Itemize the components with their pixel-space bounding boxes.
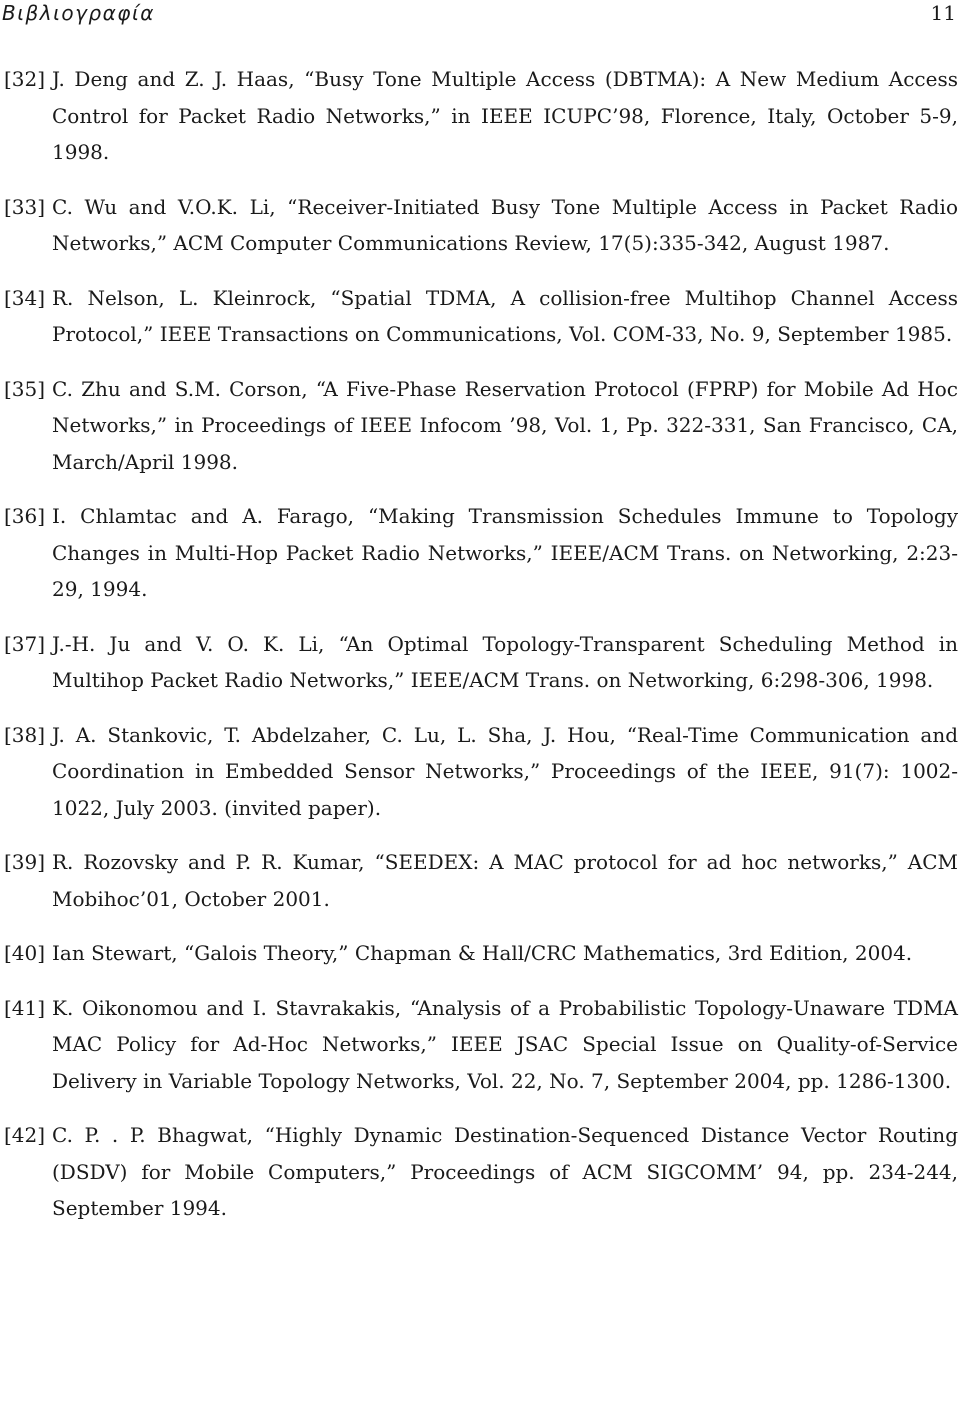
reference-entry-37 [0, 626, 958, 699]
reference-entry-32 [0, 61, 958, 171]
reference-text: Ian Stewart, “Galois Theory,” Chapman & Hall/CRC Mathematics, 3rd Edition, 2004. [52, 941, 913, 965]
reference-entry-40 [0, 935, 958, 972]
bibliography-list [0, 61, 958, 1245]
reference-entry-33 [0, 189, 958, 262]
reference-text: C. P. . P. Bhagwat, “Highly Dynamic Destination-Sequenced Distance Vector Routing (DSDV) for Mobile Computers,” Proceedings of ACM SIGCOMM’ 94, pp. 234-244, September 1994. [52, 1123, 958, 1220]
reference-entry-34 [0, 280, 958, 353]
reference-number: [32] [4, 67, 46, 91]
reference-entry-42 [0, 1117, 958, 1227]
reference-text: J. Deng and Z. J. Haas, “Busy Tone Multiple Access (DBTMA): A New Medium Access Control for Packet Radio Networks,” in IEEE ICUPC’98, Florence, Italy, October 5-9, 1998. [52, 67, 958, 164]
running-header [0, 0, 958, 30]
reference-number: [36] [4, 504, 46, 528]
reference-entry-41 [0, 990, 958, 1100]
reference-entry-38 [0, 717, 958, 827]
reference-text: C. Wu and V.O.K. Li, “Receiver-Initiated Busy Tone Multiple Access in Packet Radio Networks,” ACM Computer Communications Review, 17(5):335-342, August 1987. [52, 194, 958, 255]
reference-entry-39 [0, 844, 958, 917]
reference-text: J. A. Stankovic, T. Abdelzaher, C. Lu, L. Sha, J. Hou, “Real-Time Communication and Coordination in Embedded Sensor Networks,” Proceedings of the IEEE, 91(7): 1002-1022, July 2003. (invited paper). [52, 722, 958, 820]
reference-number: [42] [4, 1123, 46, 1147]
reference-text: C. Zhu and S.M. Corson, “A Five-Phase Reservation Protocol (FPRP) for Mobile Ad Hoc Networks,” in Proceedings of IEEE Infocom ’98, Vol. 1, Pp. 322-331, San Francisco, CA, March/April 1998. [52, 376, 958, 474]
reference-number: [37] [4, 631, 46, 656]
reference-text: K. Oikonomou and I. Stavrakakis, “Analysis of a Probabilistic Topology-Unaware TDMA MAC Policy for Ad-Hoc Networks,” IEEE JSAC Special Issue on Quality-of-Service Delivery in Variable Topology Networks, Vol. 22, No. 7, September 2004, pp. 1286-1300. [52, 995, 958, 1093]
reference-text: I. Chlamtac and A. Farago, “Making Transmission Schedules Immune to Topology Changes in Multi-Hop Packet Radio Networks,” IEEE/ACM Trans. on Networking, 2:23-29, 1994. [52, 504, 958, 601]
reference-entry-35 [0, 371, 958, 481]
reference-number: [34] [4, 285, 46, 310]
reference-number: [35] [4, 376, 46, 401]
reference-number: [33] [4, 194, 46, 219]
reference-text: J.-H. Ju and V. O. K. Li, “An Optimal Topology-Transparent Scheduling Method in Multihop Packet Radio Networks,” IEEE/ACM Trans. on Networking, 6:298-306, 1998. [52, 631, 958, 692]
reference-number: [40] [4, 941, 46, 965]
reference-number: [41] [4, 995, 46, 1020]
reference-text: R. Nelson, L. Kleinrock, “Spatial TDMA, A collision-free Multihop Channel Access Protocol,” IEEE Transactions on Communications, Vol. COM-33, No. 9, September 1985. [52, 285, 958, 346]
reference-number: [38] [4, 722, 46, 747]
reference-number: [39] [4, 850, 46, 874]
page-number: 11 [930, 1, 956, 25]
reference-entry-36 [0, 498, 958, 608]
running-title: Βιβλιογραφία [2, 1, 155, 25]
reference-text: R. Rozovsky and P. R. Kumar, “SEEDEX: A MAC protocol for ad hoc networks,” ACM Mobihoc’01, October 2001. [52, 850, 958, 911]
